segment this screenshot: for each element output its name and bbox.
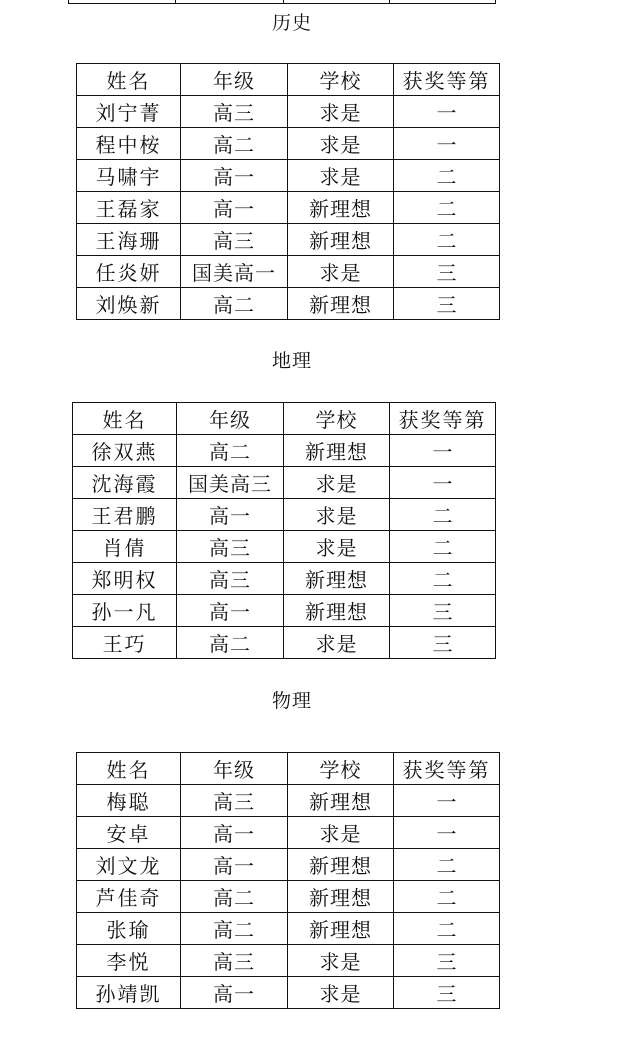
header-name: 姓名: [77, 753, 181, 785]
section-title-physics: 物理: [271, 690, 312, 712]
cell-name: 孙靖凯: [77, 977, 181, 1009]
cell-grade: 高三: [181, 785, 288, 817]
table-row: [73, 627, 496, 659]
cell-school: 新理想: [284, 435, 390, 467]
cell-award: 一: [390, 467, 496, 499]
table-row: [77, 96, 500, 128]
header-name: 姓名: [73, 403, 177, 435]
table-header-row: [77, 753, 500, 785]
table-row: [73, 531, 496, 563]
cell-name: 肖倩: [73, 531, 177, 563]
table-divider: [175, 0, 176, 4]
cell-award: 二: [390, 563, 496, 595]
table-row: [77, 785, 500, 817]
cell-award: 一: [394, 96, 500, 128]
table-header-row: [77, 64, 500, 96]
table-row: [73, 467, 496, 499]
cell-award: 三: [390, 595, 496, 627]
cell-school: 求是: [288, 977, 394, 1009]
cell-grade: 高二: [181, 881, 288, 913]
cell-name: 郑明权: [73, 563, 177, 595]
cell-grade: 高一: [181, 977, 288, 1009]
cell-grade: 高二: [181, 913, 288, 945]
cell-award: 二: [394, 192, 500, 224]
cell-name: 王磊家: [77, 192, 181, 224]
table-row: [77, 817, 500, 849]
cell-school: 求是: [284, 499, 390, 531]
header-award: 获奖等第: [394, 753, 500, 785]
cell-school: 新理想: [288, 913, 394, 945]
cell-grade: 高一: [177, 595, 284, 627]
cell-school: 新理想: [284, 595, 390, 627]
cell-school: 求是: [288, 256, 394, 288]
table-row: [73, 499, 496, 531]
cell-grade: 高二: [177, 435, 284, 467]
cell-name: 任炎妍: [77, 256, 181, 288]
cell-award: 三: [394, 977, 500, 1009]
cell-award: 三: [390, 627, 496, 659]
cell-name: 梅聪: [77, 785, 181, 817]
cell-name: 王巧: [73, 627, 177, 659]
cell-grade: 高三: [177, 563, 284, 595]
cell-school: 新理想: [288, 192, 394, 224]
cell-school: 求是: [284, 467, 390, 499]
table-row: [77, 945, 500, 977]
table-row: [77, 849, 500, 881]
cell-school: 新理想: [288, 849, 394, 881]
history-award-table: [76, 63, 500, 320]
cell-name: 刘焕新: [77, 288, 181, 320]
cell-school: 新理想: [288, 881, 394, 913]
cell-name: 李悦: [77, 945, 181, 977]
table-divider: [389, 0, 390, 4]
cell-award: 三: [394, 945, 500, 977]
cell-award: 三: [394, 256, 500, 288]
header-grade: 年级: [181, 64, 288, 96]
table-row: [77, 160, 500, 192]
table-row: [73, 563, 496, 595]
cell-school: 求是: [288, 160, 394, 192]
cell-grade: 高三: [177, 531, 284, 563]
cell-school: 新理想: [288, 785, 394, 817]
header-grade: 年级: [181, 753, 288, 785]
table-row: [77, 881, 500, 913]
table-divider: [283, 0, 284, 4]
header-award: 获奖等第: [394, 64, 500, 96]
geography-award-table: [72, 402, 496, 659]
physics-award-table: [76, 752, 500, 1009]
cell-school: 求是: [284, 627, 390, 659]
cell-name: 刘文龙: [77, 849, 181, 881]
cell-grade: 高二: [177, 627, 284, 659]
cell-award: 二: [394, 913, 500, 945]
cell-name: 张瑜: [77, 913, 181, 945]
cell-name: 王君鹏: [73, 499, 177, 531]
cell-award: 二: [394, 160, 500, 192]
cell-award: 二: [394, 881, 500, 913]
table-row: [77, 256, 500, 288]
cell-school: 求是: [288, 945, 394, 977]
cell-name: 刘宁菁: [77, 96, 181, 128]
table-row: [73, 435, 496, 467]
cell-name: 孙一凡: [73, 595, 177, 627]
cell-award: 二: [390, 531, 496, 563]
cell-school: 新理想: [288, 224, 394, 256]
header-grade: 年级: [177, 403, 284, 435]
cell-award: 一: [394, 785, 500, 817]
cell-grade: 高二: [181, 128, 288, 160]
cell-grade: 国美高一: [181, 256, 288, 288]
cell-name: 马啸宇: [77, 160, 181, 192]
cell-school: 求是: [288, 817, 394, 849]
cell-name: 安卓: [77, 817, 181, 849]
table-row: [77, 128, 500, 160]
table-row: [77, 913, 500, 945]
cell-grade: 高二: [181, 288, 288, 320]
cell-award: 三: [394, 288, 500, 320]
section-title-geography: 地理: [271, 350, 312, 372]
cell-grade: 高一: [177, 499, 284, 531]
header-school: 学校: [284, 403, 390, 435]
cell-school: 求是: [288, 128, 394, 160]
cell-school: 新理想: [284, 563, 390, 595]
cell-name: 沈海霞: [73, 467, 177, 499]
table-header-row: [73, 403, 496, 435]
header-school: 学校: [288, 64, 394, 96]
cell-award: 二: [390, 499, 496, 531]
cell-grade: 高一: [181, 192, 288, 224]
header-award: 获奖等第: [390, 403, 496, 435]
cell-award: 一: [394, 817, 500, 849]
table-row: [73, 595, 496, 627]
cell-award: 二: [394, 849, 500, 881]
table-row: [77, 288, 500, 320]
cell-name: 程中桉: [77, 128, 181, 160]
table-row: [77, 977, 500, 1009]
cell-award: 二: [394, 224, 500, 256]
cell-grade: 高一: [181, 817, 288, 849]
cell-grade: 高三: [181, 224, 288, 256]
cell-name: 徐双燕: [73, 435, 177, 467]
section-title-history: 历史: [271, 12, 312, 34]
cell-grade: 高三: [181, 945, 288, 977]
cell-school: 新理想: [288, 288, 394, 320]
header-school: 学校: [288, 753, 394, 785]
table-row: [77, 192, 500, 224]
cell-grade: 高一: [181, 160, 288, 192]
cell-name: 芦佳奇: [77, 881, 181, 913]
cell-name: 王海珊: [77, 224, 181, 256]
header-name: 姓名: [77, 64, 181, 96]
table-row: [77, 224, 500, 256]
cell-grade: 高一: [181, 849, 288, 881]
cell-grade: 国美高三: [177, 467, 284, 499]
cell-school: 求是: [284, 531, 390, 563]
cell-school: 求是: [288, 96, 394, 128]
previous-table-fragment: [68, 0, 496, 4]
cell-award: 一: [390, 435, 496, 467]
cell-award: 一: [394, 128, 500, 160]
cell-grade: 高三: [181, 96, 288, 128]
